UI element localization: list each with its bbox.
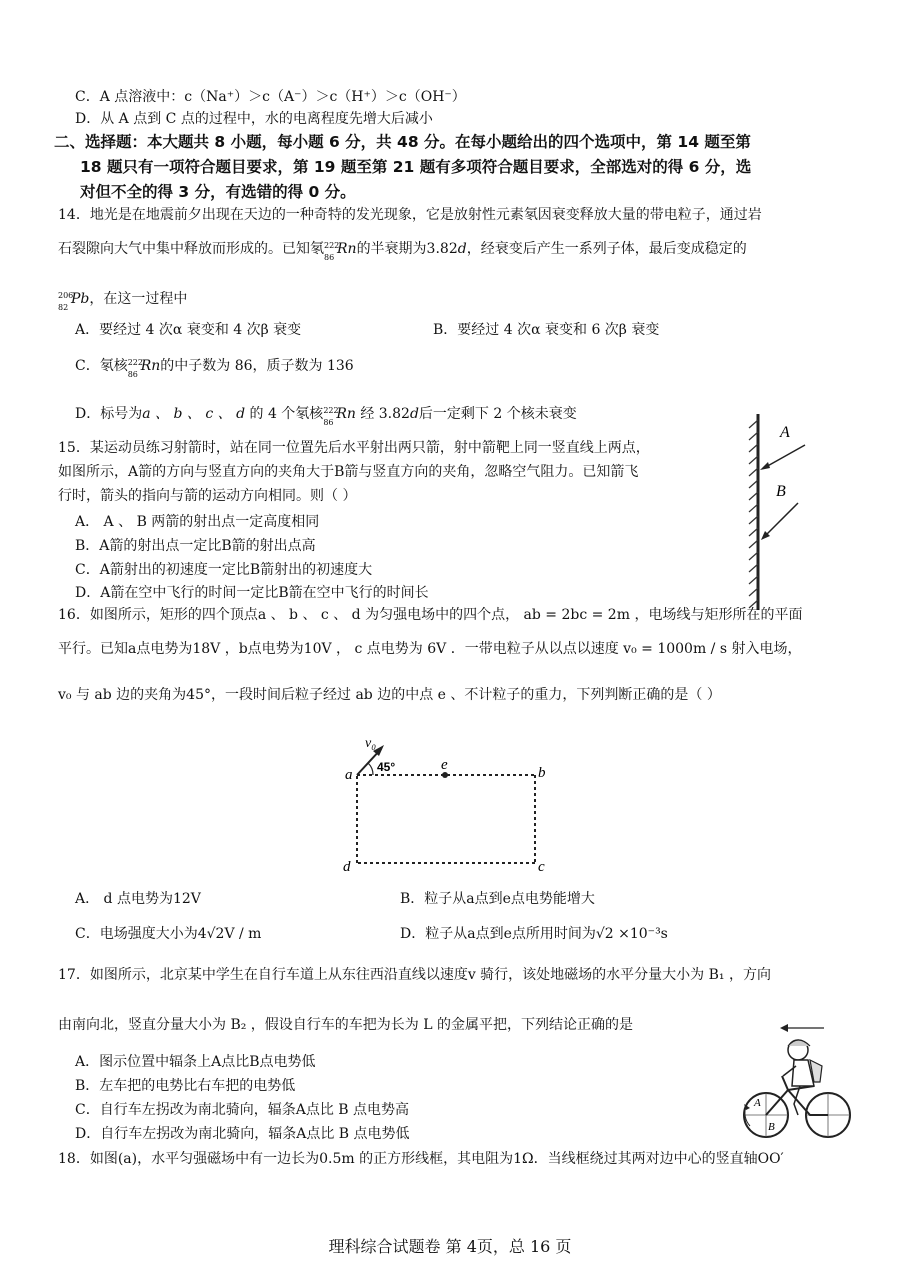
q14-stem-line-3: 206 82 Pb，在这一过程中 [58, 291, 188, 312]
section-line-3: 对但不全的得 3 分，有选错的得 0 分。 [80, 183, 356, 201]
q16-option-a: A． d 点电势为12V [75, 891, 201, 907]
label-b: b [538, 765, 546, 781]
q15-stem-line-3: 行时，箭头的指向与箭的运动方向相同。则（ ） [58, 488, 357, 504]
q15-option-c: C．A箭射出的初速度一定比B箭射出的初速度大 [75, 562, 373, 578]
q17-stem-line-1: 17．如图所示，北京某中学生在自行车道上从东往西沿直线以速度v 骑行，该处地磁场的水平分量大小为 B₁ ，方向 [58, 967, 771, 983]
q17-option-c: C．自行车左拐改为南北骑向，辐条A点比 B 点电势高 [75, 1102, 410, 1118]
label-c: c [538, 859, 545, 875]
q14-option-a: A．要经过 4 次α 衰变和 4 次β 衰变 [75, 322, 302, 338]
radon-nuclide: 222 86 [324, 241, 340, 262]
label-e: e [441, 757, 448, 773]
q16-stem-line-2: 平行。已知a点电势为18V ，b点电势为10V ， c 点电势为 6V ．一带电粒子从以点以速度 v₀ = 1000m / s 射入电场， [58, 641, 802, 657]
section-line-2: 18 题只有一项符合题目要求，第 19 题至第 21 题有多项符合题目要求，全部选对的得 6 分，选 [80, 158, 752, 176]
section-title: 二、选择题：本大题共 8 小题，每小题 6 分，共 48 分。在每小题给出的四个选项中，第 14 题至第 [54, 133, 751, 151]
label-a: a [345, 767, 353, 783]
q14-option-c: C．氡核 222 86 Rn的中子数为 86，质子数为 136 [75, 358, 354, 379]
lead-nuclide: 206 82 [58, 291, 74, 312]
q18-stem-line-1: 18．如图(a)，水平匀强磁场中有一边长为0.5m 的正方形线框，其电阻为1Ω．当线框绕过其两对边中心的竖直轴OO′ [58, 1151, 784, 1167]
arrow-b [761, 503, 798, 540]
top-option-c: C．A 点溶液中：c（Na⁺）＞c（A⁻）＞c（H⁺）＞c（OH⁻） [75, 89, 466, 105]
spoke-label-b: B [768, 1121, 775, 1133]
cyclist-figure [728, 1020, 858, 1140]
q16-option-d: D．粒子从a点到e点所用时间为√2 ×10⁻³s [400, 926, 668, 942]
q16-option-c: C．电场强度大小为4√2V / m [75, 926, 262, 942]
q14-stem-line-1: 14．地光是在地震前夕出现在天边的一种奇特的发光现象，它是放射性元素氡因衰变释放大量的带电粒子，通过岩 [58, 207, 762, 223]
direction-arrow-icon [780, 1024, 824, 1032]
q15-stem-line-2: 如图所示，A箭的方向与竖直方向的夹角大于B箭与竖直方向的夹角，忽略空气阻力。已知箭飞 [58, 464, 639, 480]
page-footer: 理科综合试题卷 第 4页，总 16 页 [328, 1237, 572, 1256]
q14-option-b: B．要经过 4 次α 衰变和 6 次β 衰变 [433, 322, 660, 338]
label-45: 45° [377, 760, 396, 774]
q14-option-d: D．标号为a 、 b 、 c 、 d 的 4 个氡核 222 86 Rn 经 3.82d后一定剩下 2 个核未衰变 [75, 406, 577, 427]
section-heading [54, 130, 854, 205]
ion-inequality: c（Na⁺）＞c（A⁻）＞c（H⁺）＞c（OH⁻） [184, 89, 466, 105]
q16-stem-line-1: 16．如图所示，矩形的四个顶点a 、 b 、 c 、 d 为匀强电场中的四个点， ab = 2bc = 2m ，电场线与矩形所在的平面 [58, 607, 803, 623]
q15-option-a: A． A 、 B 两箭的射出点一定高度相同 [75, 514, 320, 530]
top-option-d: D．从 A 点到 C 点的过程中，水的电离程度先增大后减小 [75, 111, 433, 127]
rectangle-field-figure [335, 725, 565, 875]
handlebar [782, 1076, 788, 1090]
q17-option-a: A．图示位置中辐条上A点比B点电势低 [75, 1054, 316, 1070]
q17-option-d: D．自行车左拐改为南北骑向，辐条A点比 B 点电势低 [75, 1126, 410, 1142]
q14-stem-line-2: 石裂隙向大气中集中释放而形成的。已知氡 222 86 Rn的半衰期为3.82d，经衰变后产生一系列子体，最后变成稳定的 [58, 241, 747, 262]
helmet-icon [788, 1040, 810, 1046]
label-v0: v₀ [365, 736, 377, 751]
label-b: B [776, 483, 786, 500]
angle-arc [368, 763, 373, 775]
archery-target-figure [730, 410, 810, 620]
label-d: d [343, 859, 351, 875]
label-a: A [780, 424, 790, 441]
q16-stem-line-3: v₀ 与 ab 边的夹角为45°，一段时间后粒子经过 ab 边的中点 e 、不计粒子的重力，下列判断正确的是（ ） [58, 687, 721, 703]
q15-option-b: B．A箭的射出点一定比B箭的射出点高 [75, 538, 316, 554]
q16-option-b: B．粒子从a点到e点电势能增大 [400, 891, 595, 907]
q15-stem-line-1: 15．某运动员练习射箭时，站在同一位置先后水平射出两只箭，射中箭靶上同一竖直线上两点， [58, 440, 650, 456]
q17-stem-line-2: 由南向北，竖直分量大小为 B₂ ，假设自行车的车把为长为 L 的金属平把，下列结论正确的是 [58, 1017, 633, 1033]
spoke-label-a: A [754, 1097, 761, 1109]
q15-option-d: D．A箭在空中飞行的时间一定比B箭在空中飞行的时间长 [75, 585, 429, 601]
arrow-a [760, 445, 805, 470]
q17-option-b: B．左车把的电势比右车把的电势低 [75, 1078, 296, 1094]
